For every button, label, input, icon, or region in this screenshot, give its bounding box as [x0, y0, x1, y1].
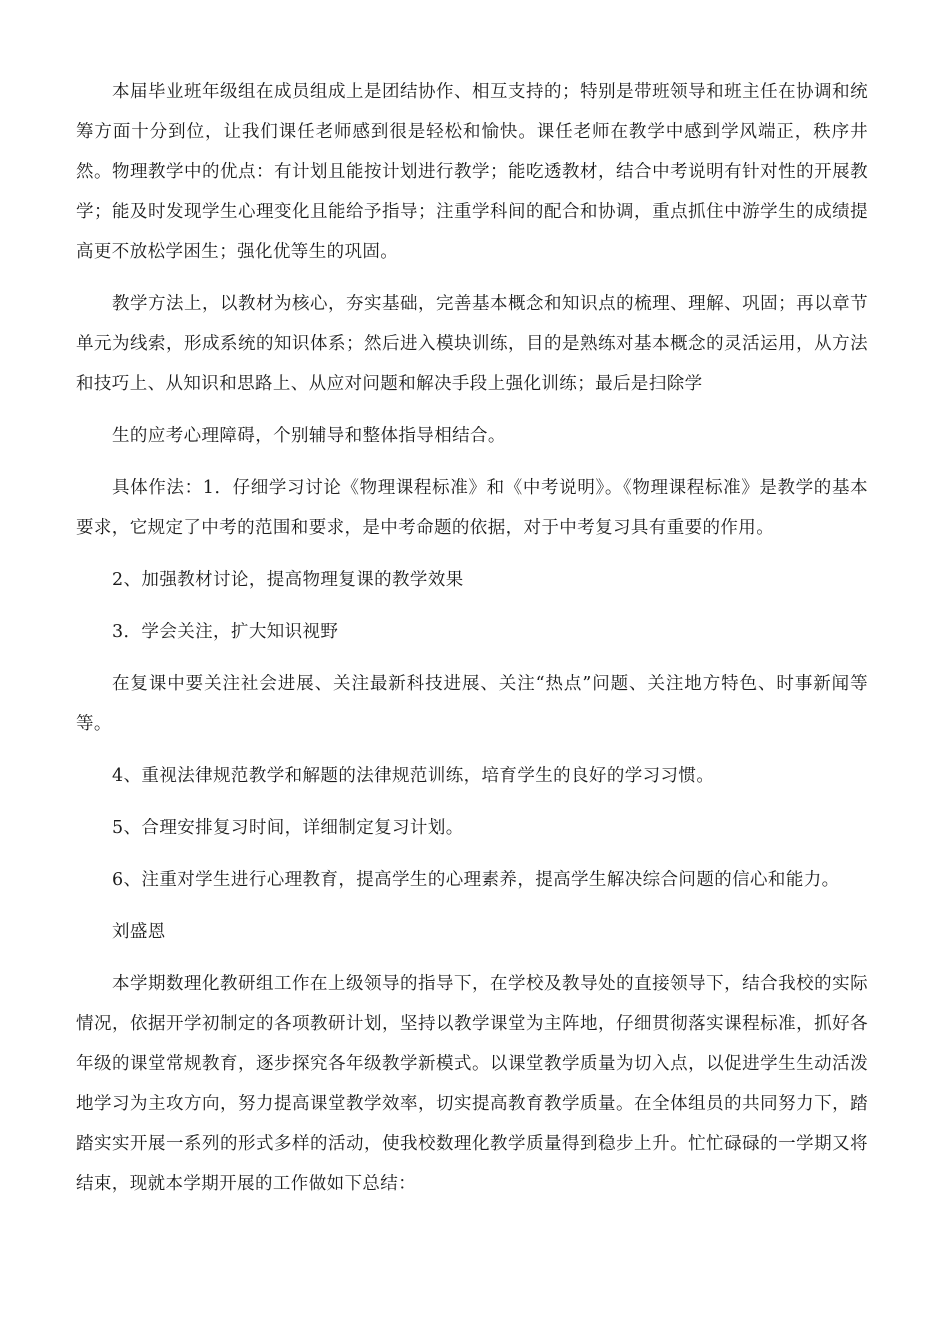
document-body [76, 72, 868, 1216]
paragraph-physics-teaching-strengths: 本届毕业班年级组在成员组成上是团结协作、相互支持的；特别是带班领导和班主任在协调和统筹方面十分到位，让我们课任老师感到很是轻松和愉快。课任老师在教学中感到学风端正，秩序井然。物理教学中的优点：有计划且能按计划进行教学；能吃透教材，结合中考说明有针对性的开展教学；能及时发现学生心理变化且能给予指导；注重学科间的配合和协调，重点抓住中游学生的成绩提高更不放松学困生；强化优等生的巩固。 [76, 82, 868, 262]
list-item-3: 3．学会关注，扩大知识视野 [112, 622, 339, 642]
paragraph-specific-practices: 具体作法：1．仔细学习讨论《物理课程标准》和《中考说明》。《物理课程标准》是教学的基本要求，它规定了中考的范围和要求，是中考命题的依据，对于中考复习具有重要的作用。 [76, 478, 868, 538]
paragraph-teaching-methods: 教学方法上，以教材为核心，夯实基础，完善基本概念和知识点的梳理、理解、巩固；再以章节单元为线索，形成系统的知识体系；然后进入模块训练，目的是熟练对基本概念的灵活运用，从方法和技巧上、从知识和思路上、从应对问题和解决手段上强化训练；最后是扫除学 [76, 294, 868, 394]
list-item-2: 2、加强教材讨论，提高物理复课的教学效果 [112, 570, 464, 590]
list-item-4: 4、重视法律规范教学和解题的法律规范训练，培育学生的良好的学习习惯。 [112, 766, 715, 786]
paragraph-exam-psychology: 生的应考心理障碍，个别辅导和整体指导相结合。 [112, 426, 506, 446]
author-name: 刘盛恩 [112, 922, 166, 942]
list-item-5: 5、合理安排复习时间，详细制定复习计划。 [112, 818, 464, 838]
list-item-6: 6、注重对学生进行心理教育，提高学生的心理素养，提高学生解决综合问题的信心和能力。 [112, 870, 840, 890]
paragraph-semester-summary: 本学期数理化教研组工作在上级领导的指导下，在学校及教导处的直接领导下，结合我校的实际情况，依据开学初制定的各项教研计划，坚持以教学课堂为主阵地，仔细贯彻落实课程标准，抓好各年级的课堂常规教育，逐步探究各年级教学新模式。以课堂教学质量为切入点，以促进学生生动活泼地学习为主攻方向，努力提高课堂教学效率，切实提高教育教学质量。在全体组员的共同努力下，踏踏实实开展一系列的形式多样的活动，使我校数理化教学质量得到稳步上升。忙忙碌碌的一学期又将结束，现就本学期开展的工作做如下总结： [76, 974, 868, 1194]
paragraph-attention-topics: 在复课中要关注社会进展、关注最新科技进展、关注“热点”问题、关注地方特色、时事新闻等等。 [76, 674, 868, 734]
